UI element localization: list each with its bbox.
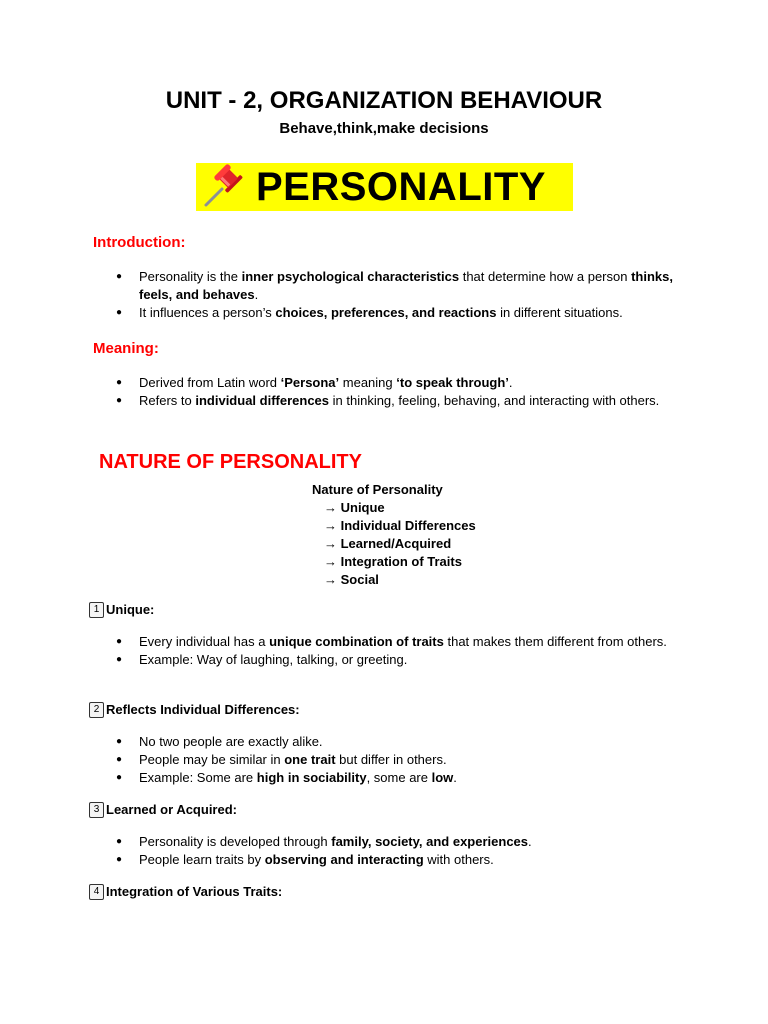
- section-heading-unique: 1 Unique:: [89, 601, 154, 619]
- section-heading-integration: 4 Integration of Various Traits:: [89, 883, 282, 901]
- document-title: UNIT - 2, ORGANIZATION BEHAVIOUR: [165, 87, 603, 114]
- section-heading-individual-differences: 2 Reflects Individual Differences:: [89, 701, 300, 719]
- list-item: ● Personality is developed through family, society, and experiences.: [116, 833, 676, 851]
- nature-flow: [312, 481, 476, 589]
- meaning-list: [116, 374, 676, 410]
- flow-item: → Integration of Traits: [324, 554, 462, 569]
- flow-item: → Unique: [324, 500, 385, 515]
- list-item: ● Refers to individual differences in thinking, feeling, behaving, and interacting with others.: [116, 392, 676, 410]
- personality-banner: [196, 163, 573, 211]
- pushpin-icon: [196, 163, 256, 211]
- list-item: ● Example: Way of laughing, talking, or greeting.: [116, 651, 676, 669]
- flow-item: → Individual Differences: [324, 518, 476, 533]
- flow-item: → Social: [324, 572, 379, 587]
- list-item: ● People may be similar in one trait but differ in others.: [116, 751, 676, 769]
- document-subtitle: Behave,think,make decisions: [279, 120, 489, 137]
- keycap-number-icon: 4: [89, 884, 104, 900]
- list-item: ● Derived from Latin word ‘Persona’ meaning ‘to speak through’.: [116, 374, 676, 392]
- list-item: ● It influences a person’s choices, preferences, and reactions in different situations.: [116, 304, 676, 322]
- keycap-number-icon: 2: [89, 702, 104, 718]
- introduction-heading: Introduction:: [93, 234, 186, 251]
- keycap-number-icon: 1: [89, 602, 104, 618]
- list-item: ● Personality is the inner psychological characteristics that determine how a person thinks, feels, and behaves.: [116, 268, 676, 304]
- list-item: ● People learn traits by observing and interacting with others.: [116, 851, 676, 869]
- unique-list: [116, 633, 676, 669]
- flow-title: Nature of Personality: [312, 482, 443, 497]
- list-item: ● Every individual has a unique combination of traits that makes them different from others.: [116, 633, 676, 651]
- keycap-number-icon: 3: [89, 802, 104, 818]
- list-item: ● No two people are exactly alike.: [116, 733, 676, 751]
- flow-item: → Learned/Acquired: [324, 536, 452, 551]
- introduction-list: [116, 268, 676, 322]
- learned-list: [116, 833, 676, 869]
- banner-title: PERSONALITY: [256, 165, 546, 209]
- meaning-heading: Meaning:: [93, 340, 159, 357]
- list-item: ● Example: Some are high in sociability, some are low.: [116, 769, 676, 787]
- section-heading-learned: 3 Learned or Acquired:: [89, 801, 237, 819]
- individual-differences-list: [116, 733, 676, 787]
- nature-heading: NATURE OF PERSONALITY: [99, 451, 362, 473]
